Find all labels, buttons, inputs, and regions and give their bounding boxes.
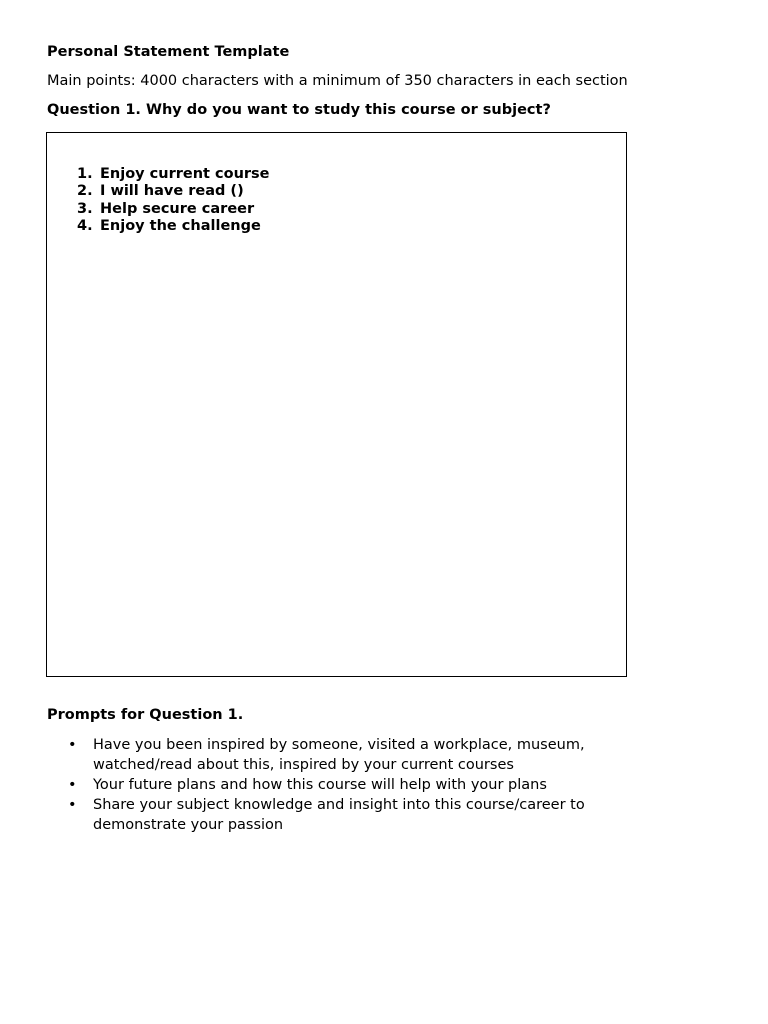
prompts-heading: Prompts for Question 1.	[47, 707, 244, 723]
bullet-icon: •	[68, 777, 77, 793]
answer-text: Enjoy the challenge	[100, 217, 261, 234]
answer-text: Help secure career	[100, 200, 255, 217]
answer-box[interactable]	[46, 132, 627, 677]
answer-item	[77, 166, 270, 183]
prompt-text: Share your subject knowledge and insight into this course/career to demonstrate your passion	[93, 797, 585, 833]
prompt-text: Your future plans and how this course will help with your plans	[93, 777, 547, 793]
prompt-item	[47, 795, 647, 835]
prompt-item	[47, 735, 647, 775]
answer-number: 3.	[77, 200, 93, 217]
answer-item	[77, 201, 270, 218]
prompt-item	[47, 775, 647, 795]
answer-number: 1.	[77, 166, 93, 182]
answer-number: 4.	[77, 217, 93, 234]
prompt-text: Have you been inspired by someone, visited a workplace, museum, watched/read about this, inspired by your current courses	[93, 737, 585, 773]
main-points-text: Main points: 4000 characters with a minimum of 350 characters in each section	[47, 73, 628, 89]
answer-item	[77, 183, 270, 200]
answer-number: 2.	[77, 183, 93, 200]
document-title: Personal Statement Template	[47, 44, 290, 60]
answer-text: Enjoy current course	[100, 166, 270, 182]
answer-text: I will have read ()	[100, 183, 244, 200]
answer-item	[77, 218, 270, 235]
bullet-icon: •	[68, 797, 77, 813]
answer-list	[77, 166, 270, 235]
question-1-heading: Question 1. Why do you want to study this course or subject?	[47, 102, 551, 118]
bullet-icon: •	[68, 737, 77, 753]
prompt-list	[47, 735, 647, 835]
